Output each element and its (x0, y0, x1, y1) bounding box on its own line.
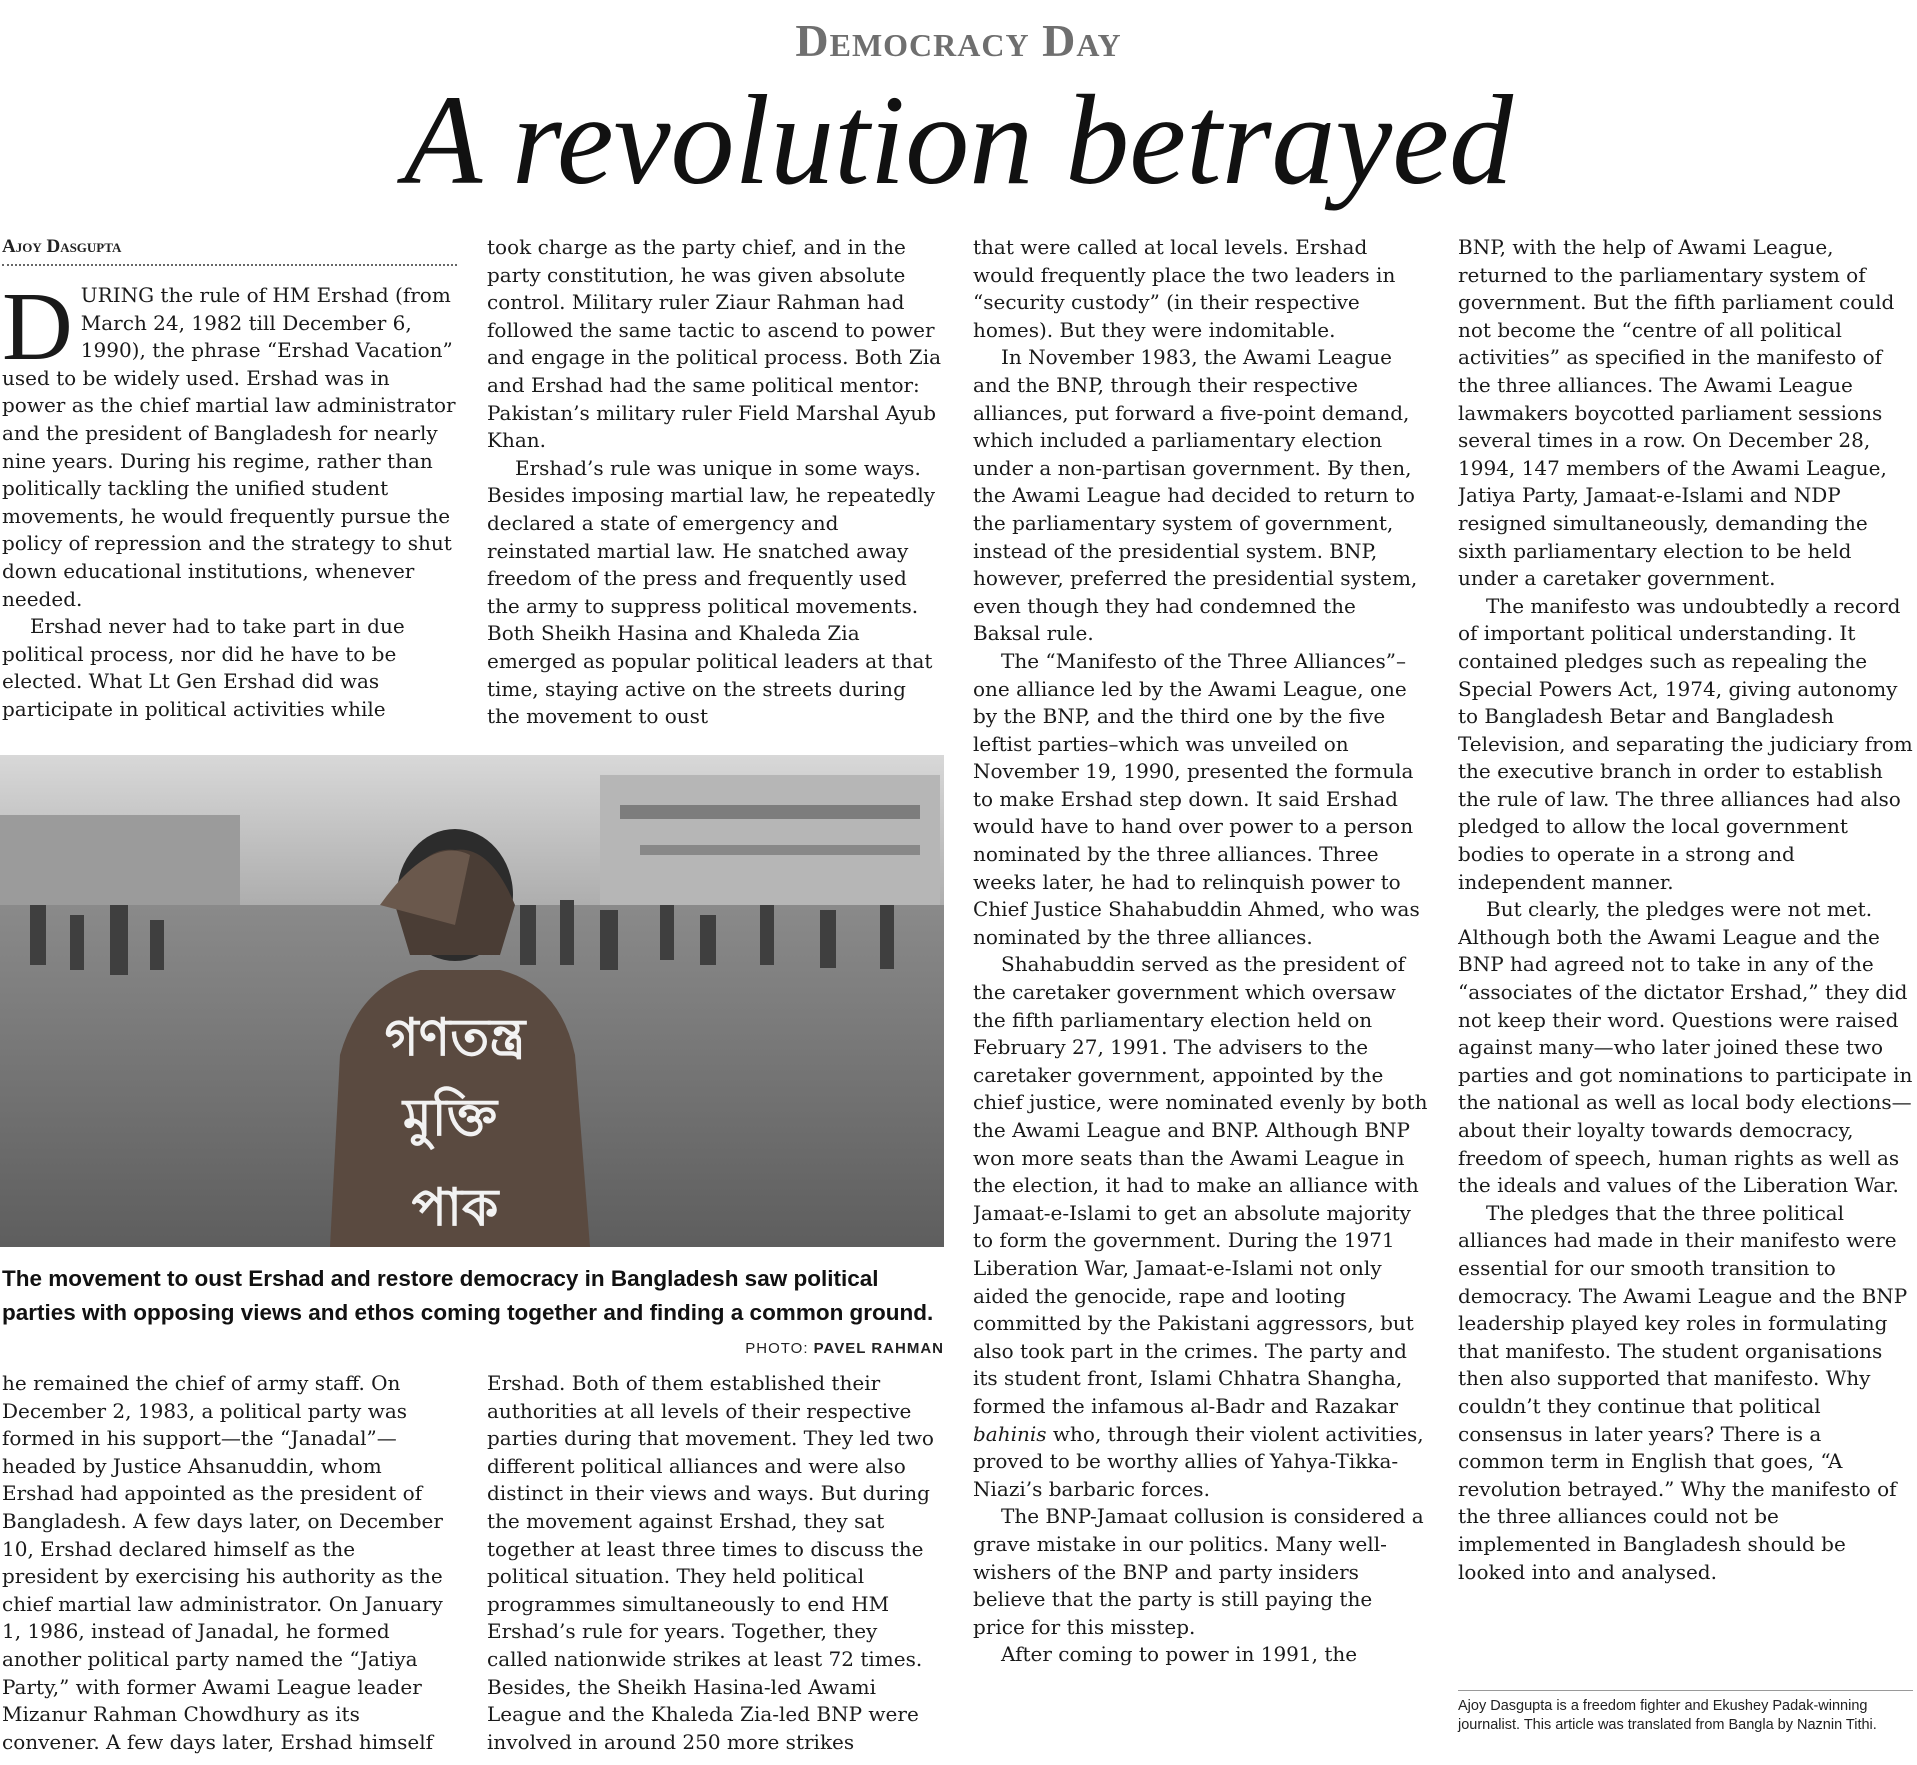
paragraph: that were called at local levels. Ershad would frequently place the two leaders in “security custody” (in their respective homes). But they were indomitable. (973, 235, 1396, 342)
author-bio: Ajoy Dasgupta is a freedom fighter and Ekushey Padak-winning journalist. This article was translated from Bangla by Naznin Tithi. (1458, 1690, 1913, 1735)
column-3 (973, 234, 1428, 1762)
headline: A revolution betrayed (403, 69, 1514, 211)
paragraph: In November 1983, the Awami League and the BNP, through their respective alliances, put forward a five-point demand, which included a parliamentary election under a non-partisan government. By then, the Awami League had decided to return to the parliamentary system of government, instead of the presidential system. BNP, however, preferred the presidential system, even though they had condemned the Baksal rule. (973, 345, 1418, 646)
paragraph: Ershad’s rule was unique in some ways. Besides imposing martial law, he repeatedly declared a state of emergency and reinstated martial law. He snatched away freedom of the press and frequently used the army to suppress political movements. Both Sheikh Hasina and Khaleda Zia emerged as popular political leaders at that time, staying active on the streets during the movement to oust (487, 455, 936, 729)
paragraph: took charge as the party chief, and in the party constitution, he was given absolute control. Military ruler Ziaur Rahman had followed the same tactic to ascend to power and engage in the political process. Both Zia and Ershad had the same political mentor: Pakistan’s military ruler Field Marshal Ayub Khan. (487, 235, 942, 453)
photo-credit-label: PHOTO: (745, 1340, 809, 1357)
drop-cap: D (2, 282, 73, 381)
column-2-top (487, 234, 942, 752)
paragraph: The BNP-Jamaat collusion is considered a grave mistake in our politics. Many well-wishers of the BNP and party insiders believe that the party is still paying the price for this misstep. (973, 1504, 1424, 1639)
paragraph: The pledges that the three political alliances had made in their manifesto were essential for our smooth transition to democracy. The Awami League and the BNP leadership played key roles in formulating that manifesto. The student organisations then also supported that manifesto. Why couldn’t they continue that political consensus in later years? There is a common term in English that goes, “A revolution betrayed.” Why the manifesto of the three alliances could not be implemented in Bangladesh should be looked into and analysed. (1458, 1200, 1908, 1584)
paragraph: The “Manifesto of the Three Alliances”–one alliance led by the Awami League, one by the BNP, and the third one by the five leftist parties–which was unveiled on November 19, 1990, presented the formula to make Ershad step down. It said Ershad would have to hand over power to a person nominated by the three alliances. Three weeks later, he had to relinquish power to Chief Justice Shahabuddin Ahmed, who was nominated by the three alliances. (973, 648, 1420, 949)
paragraph: But clearly, the pledges were not met. Although both the Awami League and the BNP had agreed not to take in any of the “associates of the dictator Ershad,” they did not keep their word. Questions were raised against many—who later joined these two parties and got nominations to participate in the national as well as local body elections—about their loyalty towards democracy, freedom of speech, human rights as well as the ideals and values of the Liberation War. (1458, 897, 1913, 1198)
paragraph-text: who, through their violent activities, proved to be worthy allies of Yahya-Tikka-Niazi’s barbaric forces. (973, 1421, 1424, 1501)
back-painted-text-3: পাক (411, 1178, 499, 1238)
paragraph: URING the rule of HM Ershad (from March 24, 1982 till December 6, 1990), the phrase “Ershad Vacation” used to be widely used. Ershad was in power as the chief martial law administrator and the president of Bangladesh for nearly nine years. During his regime, rather than politically tackling the unified student movements, he would frequently pursue the policy of repression and the strategy to shut down educational institutions, whenever needed. (2, 283, 456, 611)
photo-caption: The movement to oust Ershad and restore democracy in Bangladesh saw political parties with opposing views and ethos coming together and finding a common ground. (2, 1266, 934, 1325)
photo-credit-name: PAVEL RAHMAN (813, 1340, 944, 1357)
paragraph: Ershad. Both of them established their authorities at all levels of their respective parties during that movement. They led two different political alliances and were also distinct in their views and ways. But during the movement against Ershad, they sat together at least three times to discuss the political situation. They held political programmes simultaneously to end HM Ershad’s rule for years. Together, they called nationwide strikes at least 72 times. Besides, the Sheikh Hasina-led Awami League and the Khaleda Zia-led BNP were involved in around 250 more strikes (487, 1371, 934, 1754)
byline: Ajoy Dasgupta (2, 236, 457, 266)
paragraph: he remained the chief of army staff. On December 2, 1983, a political party was formed in his support—the “Janadal”—headed by Justice Ahsanuddin, whom Ershad had appointed as the president of Bangladesh. A few days later, on December 10, Ershad declared himself as the president by exercising his authority as the chief martial law administrator. On January 1, 1986, instead of Janadal, he formed another political party named the “Jatiya Party,” with former Awami League leader Mizanur Rahman Chowdhury as its convener. A few days later, Ershad himself (2, 1371, 443, 1754)
photo-credit (745, 1340, 944, 1357)
back-painted-text-2: মুক্তি (402, 1088, 498, 1148)
paragraph-text: Shahabuddin served as the president of the caretaker government which oversaw the fifth parliamentary election held on February 27, 1991. The advisers to the caretaker government, appointed by the chief justice, were nominated evenly by both the Awami League and BNP. Although BNP won more seats than the Awami League in the election, it had to make an alliance with Jamaat-e-Islami to get an absolute majority to form the government. During the 1971 Liberation War, Jamaat-e-Islami not only aided the genocide, rape and looting committed by the Pakistani aggressors, but also took part in the crimes. The party and its student front, Islami Chhatra Shangha, formed the infamous al-Badr and Razakar (973, 952, 1428, 1418)
column-1-top (2, 282, 457, 752)
paragraph: The manifesto was undoubtedly a record of important political understanding. It contained pledges such as repealing the Special Powers Act, 1974, giving autonomy to Bangladesh Betar and Bangladesh Television, and separating the judiciary from the executive branch in order to establish the rule of law. The three alliances had also pledged to allow the local government bodies to operate in a strong and independent manner. (1458, 593, 1913, 894)
news-photo (0, 755, 944, 1247)
paragraph (973, 951, 1428, 1503)
column-2-bottom (487, 1370, 942, 1762)
paragraph: Ershad never had to take part in due political process, nor did he have to be elected. What Lt Gen Ershad did was participate in political activities while (2, 614, 405, 721)
section-kicker: Democracy Day (795, 15, 1122, 66)
italic-word: bahinis (973, 1421, 1047, 1446)
paragraph: After coming to power in 1991, the (1001, 1642, 1358, 1667)
column-4 (1458, 234, 1913, 1686)
column-1-bottom (2, 1370, 457, 1762)
protest-photo-illustration (0, 755, 944, 1247)
paragraph: BNP, with the help of Awami League, returned to the parliamentary system of government. But the fifth parliament could not become the “centre of all political activities” as specified in the manifesto of the three alliances. The Awami League lawmakers boycotted parliament sessions several times in a row. On December 28, 1994, 147 members of the Awami League, Jatiya Party, Jamaat-e-Islami and NDP resigned simultaneously, demanding the sixth parliamentary election to be held under a caretaker government. (1458, 235, 1895, 591)
back-painted-text-1: গণতন্ত্র (384, 1008, 526, 1068)
